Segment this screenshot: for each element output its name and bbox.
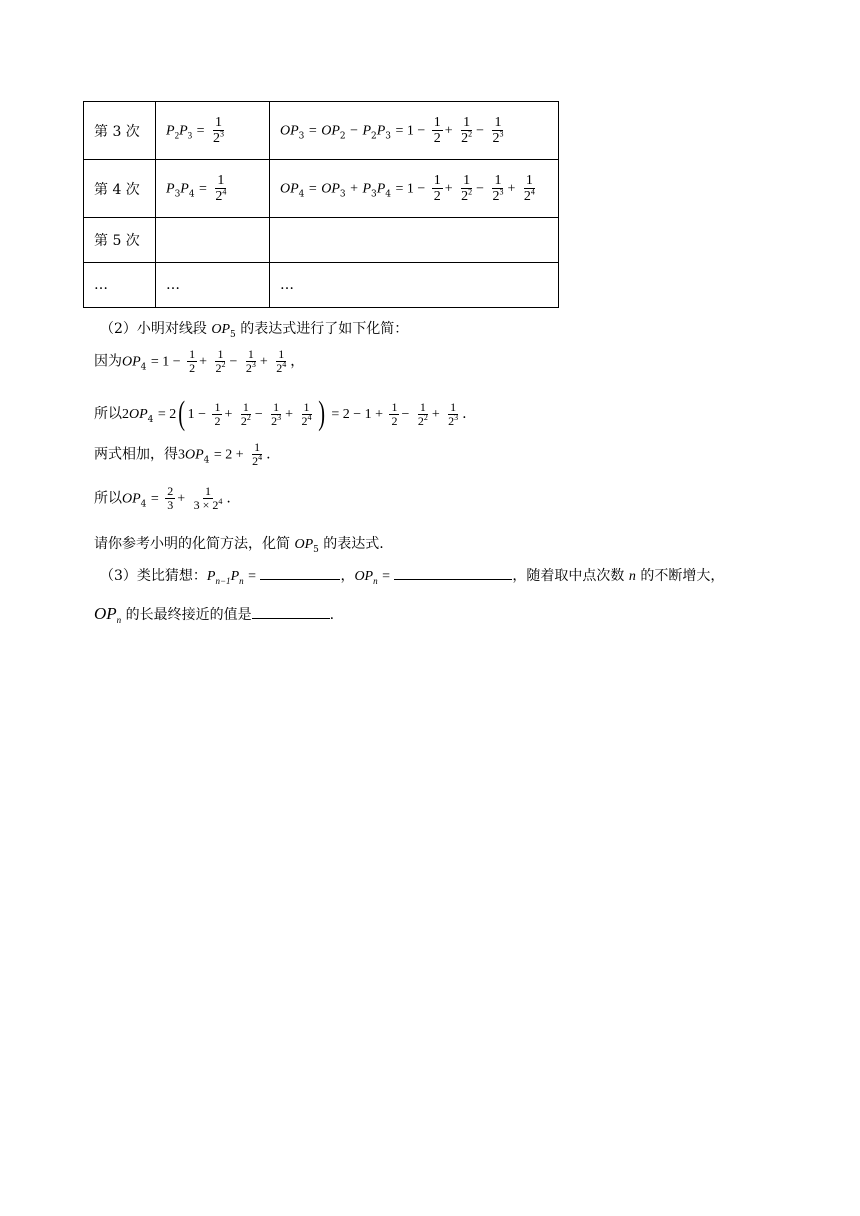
because-line: 因为$OP_4 = 1$ − $\frac{1}{2}$ + $\frac{1}{2^2}$ − $\frac{1}{2^3}$ + $\frac{1}{2^4}$ ，: [94, 347, 305, 375]
expression-cell: …: [270, 263, 559, 308]
step-label: 第 4 次: [84, 160, 156, 218]
step-label: 第 3 次: [84, 102, 156, 160]
table-row: [84, 263, 559, 308]
table-row: [84, 218, 559, 263]
segment-cell: $P_3P_4$ = $\frac{1}{2^4}$: [156, 160, 270, 218]
expression-cell: [270, 218, 559, 263]
steps-table: [83, 101, 559, 308]
table-row: [84, 102, 559, 160]
segment-cell: [156, 218, 270, 263]
answer-blank[interactable]: [394, 579, 512, 580]
answer-blank[interactable]: [260, 579, 340, 580]
step-label: …: [84, 263, 156, 308]
answer-blank[interactable]: [252, 618, 330, 619]
expression-cell: $OP_3 = OP_2 - P_2P_3 = 1$ − $\frac{1}{2}$ + $\frac{1}{2^2}$ − $\frac{1}{2^3}$: [270, 102, 559, 160]
segment-cell: $P_2P_3$ = $\frac{1}{2^3}$: [156, 102, 270, 160]
part3-line2: $OP_n$ 的长最终接近的值是 .: [94, 604, 335, 625]
add-line: 两式相加，得$3OP_4 = 2$ + $\frac{1}{2^4}$ .: [94, 440, 271, 468]
table-row: [84, 160, 559, 218]
part3-line: （3）类比猜想：$P_{n-1}P_n$ = ，$OP_n$ = ，随着取中点次数 n 的不断增大，: [100, 568, 725, 586]
so-line: 所以$2OP_4 = 2$( 1 − $\frac{1}{2}$ + $\frac{1}{2^2}$ − $\frac{1}{2^3}$ + $\frac{1}{2^4}$ ) = 2 − 1 + $\frac{1}{2}$ − $\frac{1}{2^2}$ + $\frac{1}{2^3}$ .: [94, 395, 467, 432]
expression-cell: $OP_4 = OP_3 + P_3P_4 = 1$ − $\frac{1}{2}$ + $\frac{1}{2^2}$ − $\frac{1}{2^3}$ + $\frac{1}{2^4}$: [270, 160, 559, 218]
step-label: 第 5 次: [84, 218, 156, 263]
segment-cell: …: [156, 263, 270, 308]
result-line: 所以$OP_4$ = $\frac{2}{3}$ + $\frac{1}{3 \times 2^4}$ .: [94, 484, 231, 512]
part2-intro: （2）小明对线段 $OP_5$ 的表达式进行了如下化简：: [100, 321, 409, 340]
task-line: 请你参考小明的化简方法，化简 $OP_5$ 的表达式.: [94, 536, 384, 555]
